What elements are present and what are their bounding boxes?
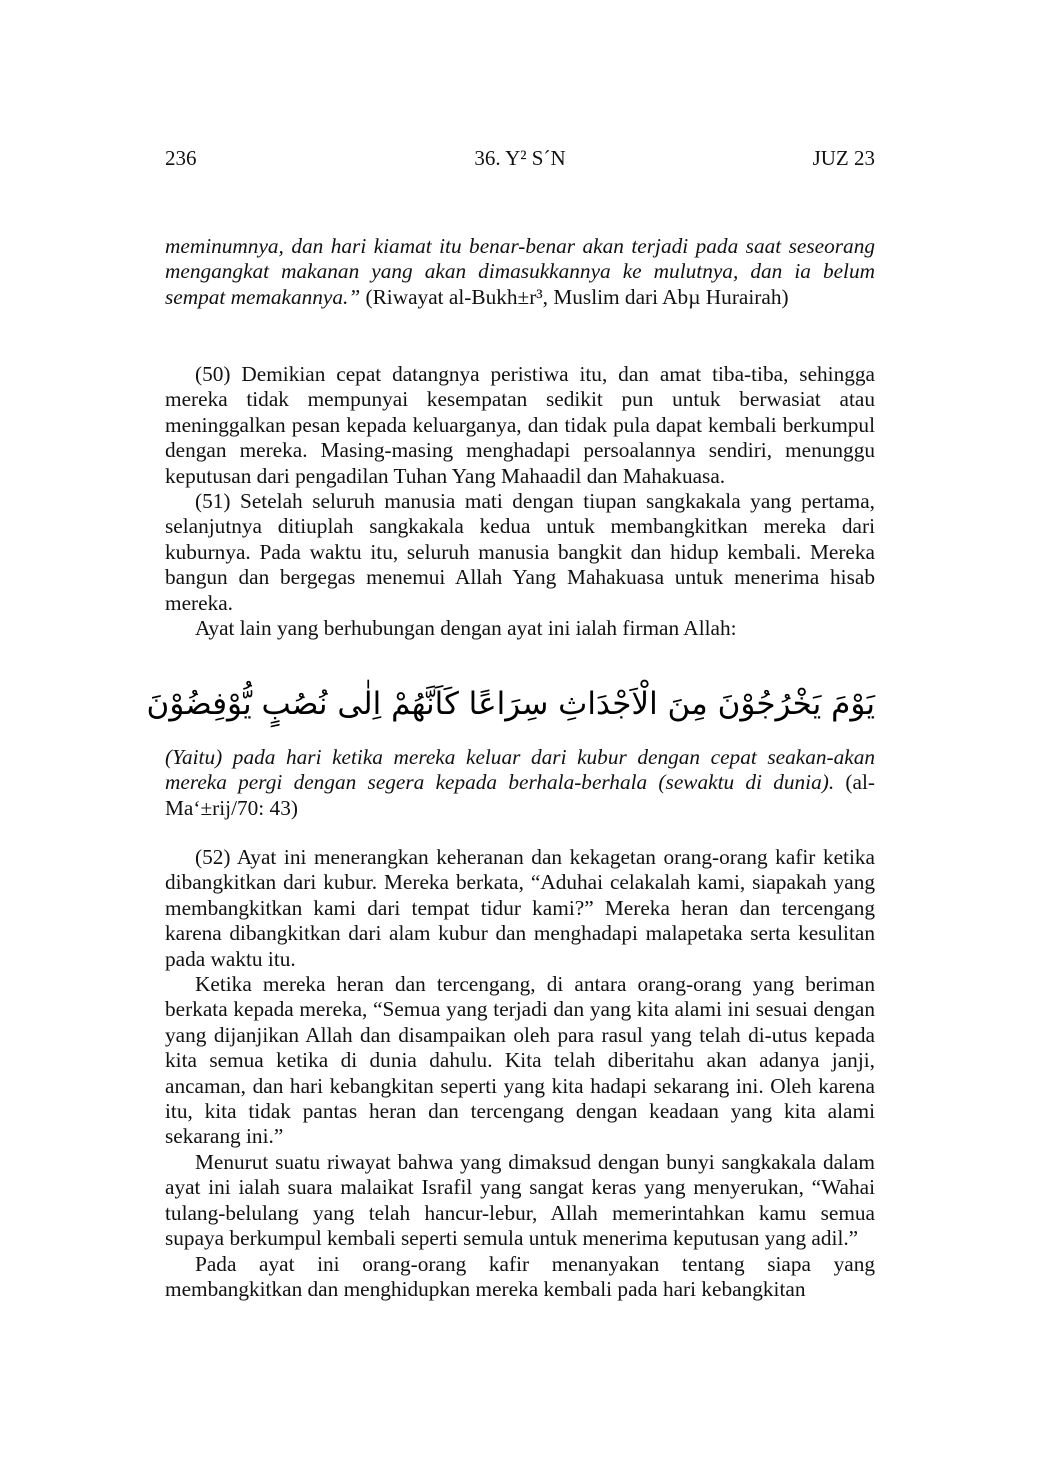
- hadith-citation: (Riwayat al-Bukh±r³, Muslim dari Abµ Hurairah): [360, 284, 789, 309]
- paragraph-israfil: Menurut suatu riwayat bahwa yang dimaksud dengan bunyi sangkakala dalam ayat ini ialah suara malaikat Israfil yang sangat keras yang menyerukan, “Wahai tulang-belulang yang telah hancur-lebur, Allah memerintahkan kamu semua supaya berkumpul kembali seperti semula untuk menerima keputusan yang adil.”: [165, 1149, 875, 1251]
- juz-label: JUZ 23: [812, 146, 875, 170]
- hadith-continuation: [165, 234, 875, 310]
- translation-text: (Yaitu) pada hari ketika mereka keluar dari kubur dengan cepat seakan-akan mereka pergi dengan segera kepada berhala-berhala (sewaktu di dunia).: [165, 745, 875, 795]
- hadith-quote: meminumnya, dan hari kiamat itu benar-benar akan terjadi pada saat seseorang mengangkat makanan yang akan dimasukkannya ke mulutnya, dan ia belum sempat memakannya.”: [165, 234, 875, 309]
- verse-translation: [165, 745, 875, 821]
- paragraph-verse-50: (50) Demikian cepat datangnya peristiwa itu, dan amat tiba-tiba, sehingga mereka tidak mempunyai kesempatan sedikit pun untuk berwasiat atau meninggalkan pesan kepada keluarganya, dan tidak pula dapat kembali berkumpul dengan mereka. Masing-masing menghadapi persoalannya sendiri, menunggu keputusan dari pengadilan Tuhan Yang Mahaadil dan Mahakuasa.: [165, 362, 875, 488]
- paragraph-verse-52: (52) Ayat ini menerangkan keheranan dan kekagetan orang-orang kafir ketika dibangkitkan dari kubur. Mereka berkata, “Aduhai celakalah kami, siapakah yang membangkitkan kami dari tempat tidur kami?” Mereka heran dan tercengang karena dibangkitkan dari alam kubur dan menghadapi malapetaka serta kesulitan pada waktu itu.: [165, 845, 875, 971]
- commentary-section-1: [165, 362, 875, 641]
- commentary-section-2: [165, 845, 875, 1302]
- translation-paragraph: [165, 745, 875, 821]
- hadith-paragraph: [165, 234, 875, 310]
- arabic-verse: يَوْمَ يَخْرُجُوْنَ مِنَ الْاَجْدَاثِ سِرَاعًا كَاَنَّهُمْ اِلٰى نُصُبٍ يُّوْفِضُوْنَ: [146, 686, 875, 722]
- paragraph-intro-verse: Ayat lain yang berhubungan dengan ayat ini ialah firman Allah:: [195, 616, 737, 641]
- translation-citation: (al-Ma‘±rij/70: 43): [165, 770, 875, 820]
- page-number: 236: [165, 146, 197, 170]
- paragraph-believers-reply: Ketika mereka heran dan tercengang, di antara orang-orang yang beriman berkata kepada mereka, “Semua yang terjadi dan yang kita alami ini sesuai dengan yang dijanjikan Allah dan disampaikan oleh para rasul yang telah di-utus kepada kita semua ketika di dunia dahulu. Kita telah diberitahu akan adanya janji, ancaman, dan hari kebangkitan seperti yang kita hadapi sekarang ini. Oleh karena itu, kita tidak pantas heran dan tercengang dengan keadaan yang kita alami sekarang ini.”: [165, 972, 875, 1149]
- paragraph-verse-51: (51) Setelah seluruh manusia mati dengan tiupan sangkakala yang pertama, selanjutnya ditiuplah sangkakala kedua untuk membangkitkan mereka dari kuburnya. Pada waktu itu, seluruh manusia bangkit dan hidup kembali. Mereka bangun dan bergegas menemui Allah Yang Mahakuasa untuk menerima hisab mereka.: [165, 489, 875, 615]
- page-header: [165, 146, 875, 174]
- paragraph-kafir-question: Pada ayat ini orang-orang kafir menanyakan tentang siapa yang membangkitkan dan menghidupkan mereka kembali pada hari kebangkitan: [165, 1251, 875, 1301]
- surah-title: 36. Y² S´N: [474, 146, 566, 170]
